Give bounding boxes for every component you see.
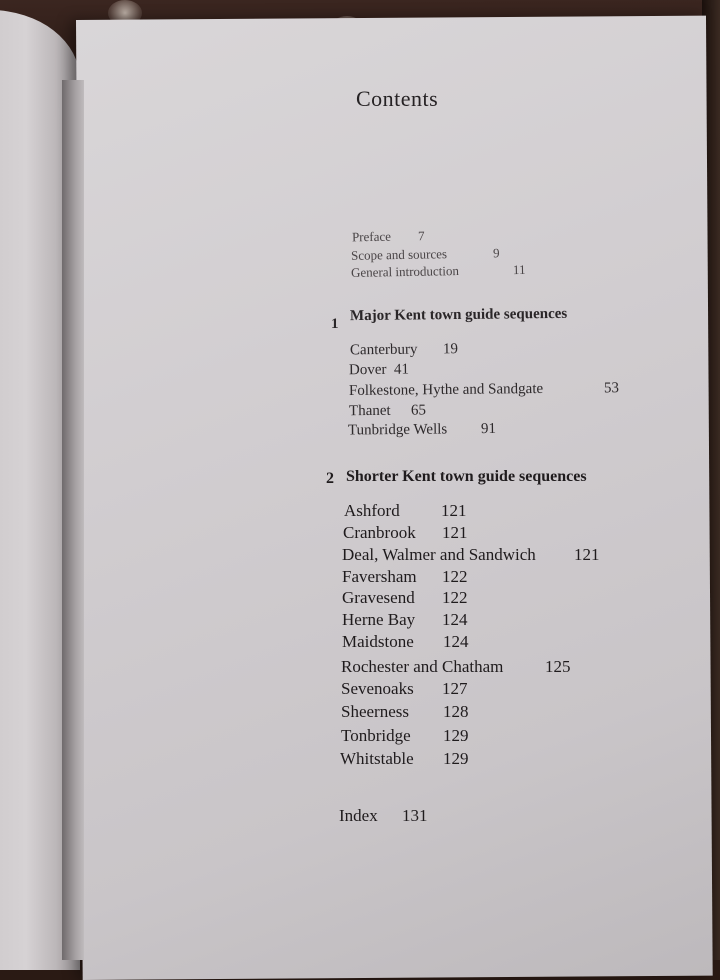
toc-entry-label: Whitstable xyxy=(340,749,414,768)
toc-entry xyxy=(343,523,468,542)
toc-entry xyxy=(342,545,600,564)
toc-entry xyxy=(350,261,526,280)
section-number: 1 xyxy=(331,316,339,332)
toc-entry xyxy=(341,679,468,698)
toc-entry xyxy=(348,361,410,379)
toc-entry-label: Gravesend xyxy=(342,588,415,607)
toc-entry-label: Sheerness xyxy=(341,702,409,721)
toc-entry xyxy=(344,501,467,520)
toc-entry-label: Ashford xyxy=(344,501,400,520)
toc-entry-label: Faversham xyxy=(342,567,417,586)
toc-entry-page: 122 xyxy=(442,588,468,607)
toc-entry-label: Preface xyxy=(351,228,392,245)
section-heading: Shorter Kent town guide sequences xyxy=(346,468,587,485)
toc-entry-page: 41 xyxy=(393,361,410,378)
toc-entry xyxy=(342,632,469,651)
toc-entry xyxy=(350,245,500,263)
toc-entry-label: Tonbridge xyxy=(341,726,411,745)
toc-entry-label: Thanet xyxy=(348,402,391,420)
toc-entry-label: Maidstone xyxy=(342,632,414,651)
toc-entry xyxy=(341,657,571,676)
toc-entry-label: Dover xyxy=(348,361,387,379)
book-gutter xyxy=(62,80,84,960)
toc-entry xyxy=(349,341,459,359)
toc-entry-page: 9 xyxy=(492,245,500,261)
toc-entry-label: Sevenoaks xyxy=(341,679,414,698)
toc-index-entry xyxy=(339,806,428,825)
section-heading: Major Kent town guide sequences xyxy=(349,305,568,325)
toc-entry-page: 121 xyxy=(442,523,468,542)
toc-entry-page: 127 xyxy=(442,679,468,698)
toc-entry-label: Rochester and Chatham xyxy=(341,657,504,676)
toc-entry xyxy=(348,380,620,400)
toc-entry-page: 121 xyxy=(574,545,600,564)
toc-entry-label: Tunbridge Wells xyxy=(347,421,448,439)
toc-entry xyxy=(348,402,427,420)
toc-entry-page: 131 xyxy=(402,806,428,825)
toc-entry-label: Deal, Walmer and Sandwich xyxy=(342,545,536,564)
toc-entry-label: Canterbury xyxy=(349,341,418,359)
toc-entry-page: 91 xyxy=(480,420,497,438)
toc-entry-label: Scope and sources xyxy=(350,246,448,263)
toc-entry-page: 7 xyxy=(417,228,425,244)
toc-entry xyxy=(340,749,469,768)
toc-entry-page: 128 xyxy=(443,702,469,721)
toc-entry-page: 65 xyxy=(410,402,427,419)
toc-entry-label: Index xyxy=(339,806,378,825)
toc-entry-page: 125 xyxy=(545,657,571,676)
toc-entry-page: 122 xyxy=(442,567,468,586)
toc-entry xyxy=(341,702,469,721)
page-title: Contents xyxy=(356,86,439,111)
toc-entry-page: 124 xyxy=(442,610,468,629)
toc-entry xyxy=(351,228,425,245)
toc-entry-page: 124 xyxy=(443,632,469,651)
toc-entry-page: 121 xyxy=(441,501,467,520)
toc-entry xyxy=(341,726,469,745)
section-number: 2 xyxy=(326,470,334,487)
toc-entry xyxy=(347,420,497,439)
toc-entry-label: Herne Bay xyxy=(342,610,416,629)
toc-entry-page: 11 xyxy=(512,261,526,278)
toc-entry-page: 19 xyxy=(442,341,459,358)
book-page xyxy=(76,16,713,980)
toc-entry-label: Cranbrook xyxy=(343,523,416,542)
toc-entry xyxy=(342,588,468,607)
toc-entry xyxy=(342,610,468,629)
toc-entry-page: 129 xyxy=(443,726,469,745)
toc-entry xyxy=(342,567,468,586)
toc-entry-page: 129 xyxy=(443,749,469,768)
toc-entry-label: General introduction xyxy=(350,263,460,280)
toc-entry-page: 53 xyxy=(603,380,620,397)
toc-entry-label: Folkestone, Hythe and Sandgate xyxy=(348,380,544,400)
